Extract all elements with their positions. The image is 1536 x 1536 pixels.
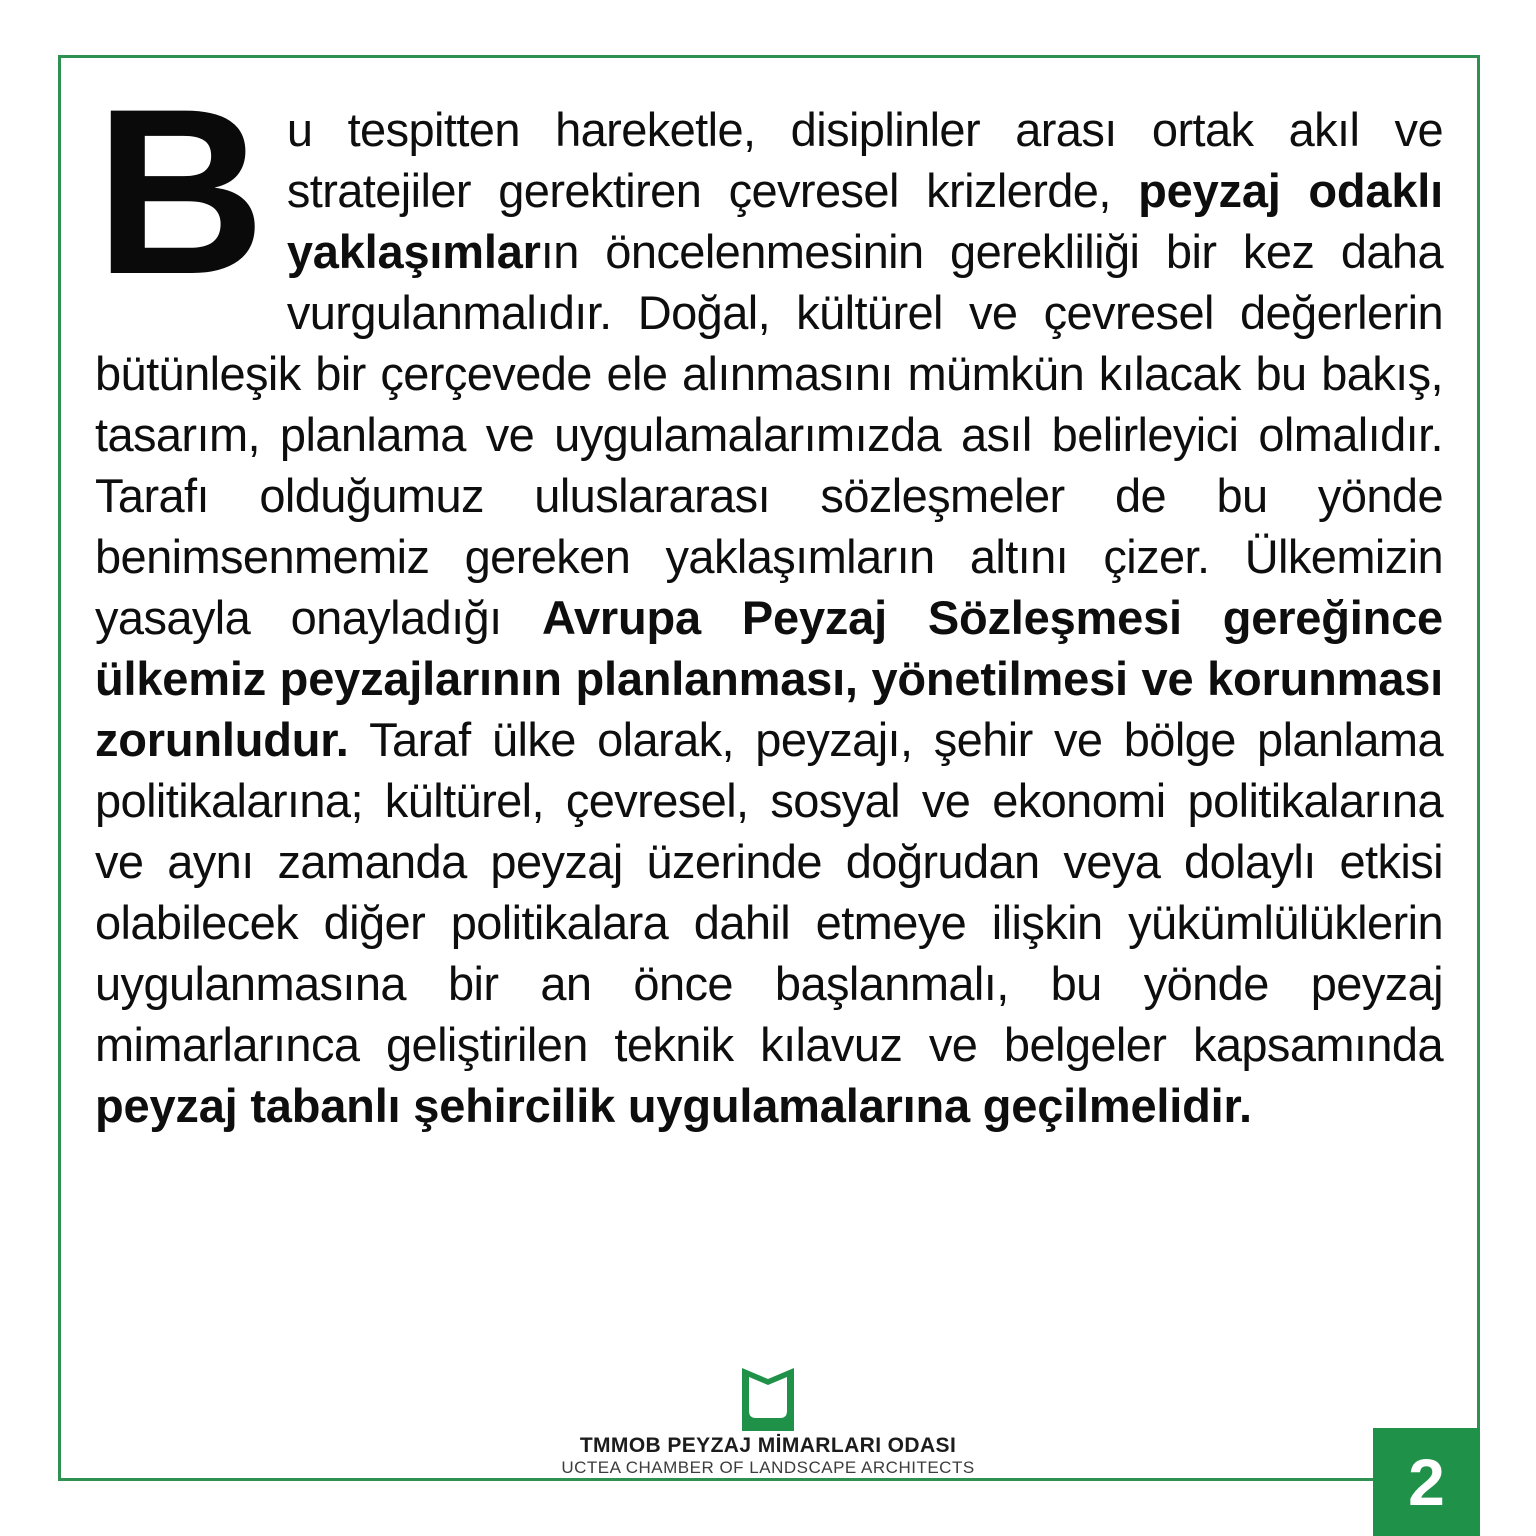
open-book-logo-icon xyxy=(742,1368,794,1431)
page-number-badge xyxy=(1373,1428,1480,1536)
article-text xyxy=(95,60,1443,1132)
org-name-english: UCTEA CHAMBER OF LANDSCAPE ARCHITECTS xyxy=(561,1458,975,1477)
text-run: u tespitten hareketle, disiplinler arası ortak akıl ve stratejiler gerektiren çevresel krizlerde, xyxy=(286,103,1443,217)
page-number: 2 xyxy=(1408,1445,1445,1519)
text-run: ın öncelenmesinin gerekliliği bir kez daha vurgulanmalıdır. Doğal, kültürel ve çevresel değerlerin bütünleşik bir çerçevede ele alınmasını mümkün kılacak bu bakış, tasarım, planlama ve uygulamalarımızda asıl belirleyici olmalıdır. Tarafı olduğumuz uluslararası sözleşmeler de bu yönde benimsenmemiz gereken yaklaşımların altını çizer. Ülkemizin yasayla onayladığı xyxy=(95,225,1443,644)
org-name-turkish: TMMOB PEYZAJ MİMARLARI ODASI xyxy=(579,1434,957,1457)
drop-cap-letter: B xyxy=(95,60,265,324)
article-body xyxy=(95,60,1443,1136)
footer-logo-block xyxy=(0,1368,1536,1477)
bold-text-run: peyzaj tabanlı şehircilik uygulamalarına geçilmelidir. xyxy=(95,1079,1252,1132)
bold-text-run: Avrupa Peyzaj Sözleşmesi gereğince ülkemiz peyzajlarının planlanması, yönetilmesi ve korunması zorunludur. xyxy=(95,591,1443,766)
text-run: Taraf ülke olarak, peyzajı, şehir ve bölge planlama politikalarına; kültürel, çevresel, sosyal ve ekonomi politikalarına ve aynı zamanda peyzaj üzerinde doğrudan veya dolaylı etkisi olabilecek diğer politikalara dahil etmeye ilişkin yükümlülüklerin uygulanmasına bir an önce başlanmalı, bu yönde peyzaj mimarlarınca geliştirilen teknik kılavuz ve belgeler kapsamında xyxy=(95,713,1443,1071)
bold-text-run: peyzaj odaklı yaklaşımlar xyxy=(286,164,1443,278)
